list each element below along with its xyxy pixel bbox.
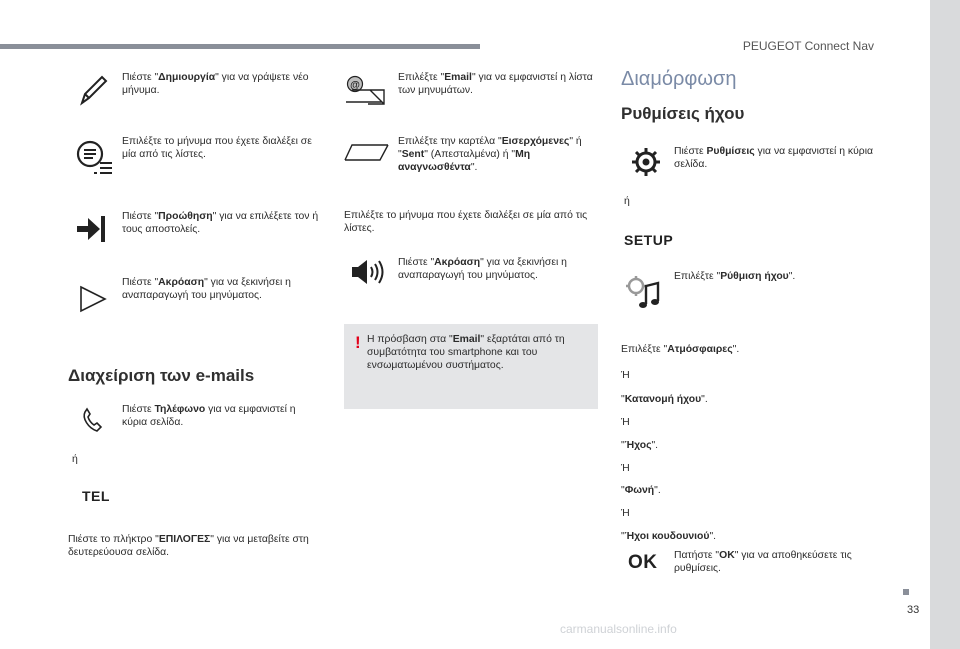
col2-email-text: Επιλέξτε "Email" για να εμφανιστεί η λίστα των μηνυμάτων. xyxy=(398,72,593,96)
col1-create-text: Πιέστε "Δημιουργία" για να γράψετε νέο μήνυμα. xyxy=(122,72,309,96)
col3-option-ringtones: "Ήχοι κουδουνιού". xyxy=(621,531,717,542)
col3-option-distribution: "Κατανομή ήχου". xyxy=(621,394,708,405)
svg-text:@: @ xyxy=(350,80,360,91)
gear-icon xyxy=(630,146,662,178)
audio-settings-icon xyxy=(624,274,662,312)
warning-mark: ! xyxy=(355,333,361,352)
page-marker xyxy=(903,589,909,595)
col3-settings-text: Πιέστε Ρυθμίσεις για να εμφανιστεί η κύρια σελίδα. xyxy=(674,146,874,170)
email-management-heading: Διαχείριση των e-mails xyxy=(68,366,255,385)
col3-audio-setting-text: Επιλέξτε "Ρύθμιση ήχου". xyxy=(674,271,796,282)
ok-button-label: OK xyxy=(628,552,658,573)
col1-forward-text: Πιέστε "Προώθηση" για να επιλέξετε τον ή τους αποστολείς. xyxy=(122,211,319,235)
watermark: carmanualsonline.info xyxy=(560,622,677,636)
side-strip xyxy=(930,0,960,649)
col1-or: ή xyxy=(72,453,78,465)
col2-tab-text: Επιλέξτε την καρτέλα "Εισερχόμενες" ή "Sent" (Απεσταλμένα) ή "Μη αναγνωσθέντα". xyxy=(398,136,582,173)
page-number: 33 xyxy=(907,604,920,616)
configuration-title: Διαμόρφωση xyxy=(621,68,737,90)
tel-button-label: TEL xyxy=(82,488,110,504)
col3-or-4: Ή xyxy=(621,508,630,519)
col2-listen-text: Πιέστε "Ακρόαση" για να ξεκινήσει η αναπαραγωγή του μηνύματος. xyxy=(398,257,567,281)
audio-settings-heading: Ρυθμίσεις ήχου xyxy=(621,104,745,123)
col3-ambiences-text: Επιλέξτε "Ατμόσφαιρες". xyxy=(621,344,740,355)
col1-phone-text: Πιέστε Τηλέφωνο για να εμφανιστεί η κύρια σελίδα. xyxy=(122,404,296,428)
col1-listen-text: Πιέστε "Ακρόαση" για να ξεκινήσει η αναπαραγωγή του μηνύματος. xyxy=(122,277,291,301)
message-list-icon xyxy=(74,138,114,178)
email-icon xyxy=(344,74,386,106)
col3-option-voice: "Φωνή". xyxy=(621,485,661,496)
col3-or: ή xyxy=(624,195,630,207)
col3-option-sound: "Ήχος". xyxy=(621,440,659,451)
tab-icon xyxy=(344,142,390,162)
forward-icon xyxy=(74,212,108,246)
col2-select-message-text: Επιλέξτε το μήνυμα που έχετε διαλέξει σε μία από τις λίστες. xyxy=(344,210,588,234)
setup-button-label: SETUP xyxy=(624,232,674,248)
note-text: Η πρόσβαση στα "Email" εξαρτάται από τη συμβατότητα του smartphone και του ενσωματωμένου συστήματος. xyxy=(367,334,565,371)
col3-or-2: Ή xyxy=(621,417,630,428)
col3-or-3: Ή xyxy=(621,463,630,474)
pencil-icon xyxy=(78,74,108,106)
col1-select-message-text: Επιλέξτε το μήνυμα που έχετε διαλέξει σε μία από τις λίστες. xyxy=(122,136,312,160)
col3-or-1: Ή xyxy=(621,370,630,381)
col3-ok-text: Πατήστε "OK" για να αποθηκεύσετε τις ρυθμίσεις. xyxy=(674,550,852,574)
top-rule xyxy=(0,44,480,49)
phone-icon xyxy=(80,406,106,434)
speaker-icon xyxy=(350,257,386,287)
play-icon xyxy=(78,284,108,314)
page-header-title: PEUGEOT Connect Nav xyxy=(742,39,874,53)
col1-options-text: Πιέστε το πλήκτρο "ΕΠΙΛΟΓΕΣ" για να μεταβείτε στη δευτερεύουσα σελίδα. xyxy=(68,534,309,558)
